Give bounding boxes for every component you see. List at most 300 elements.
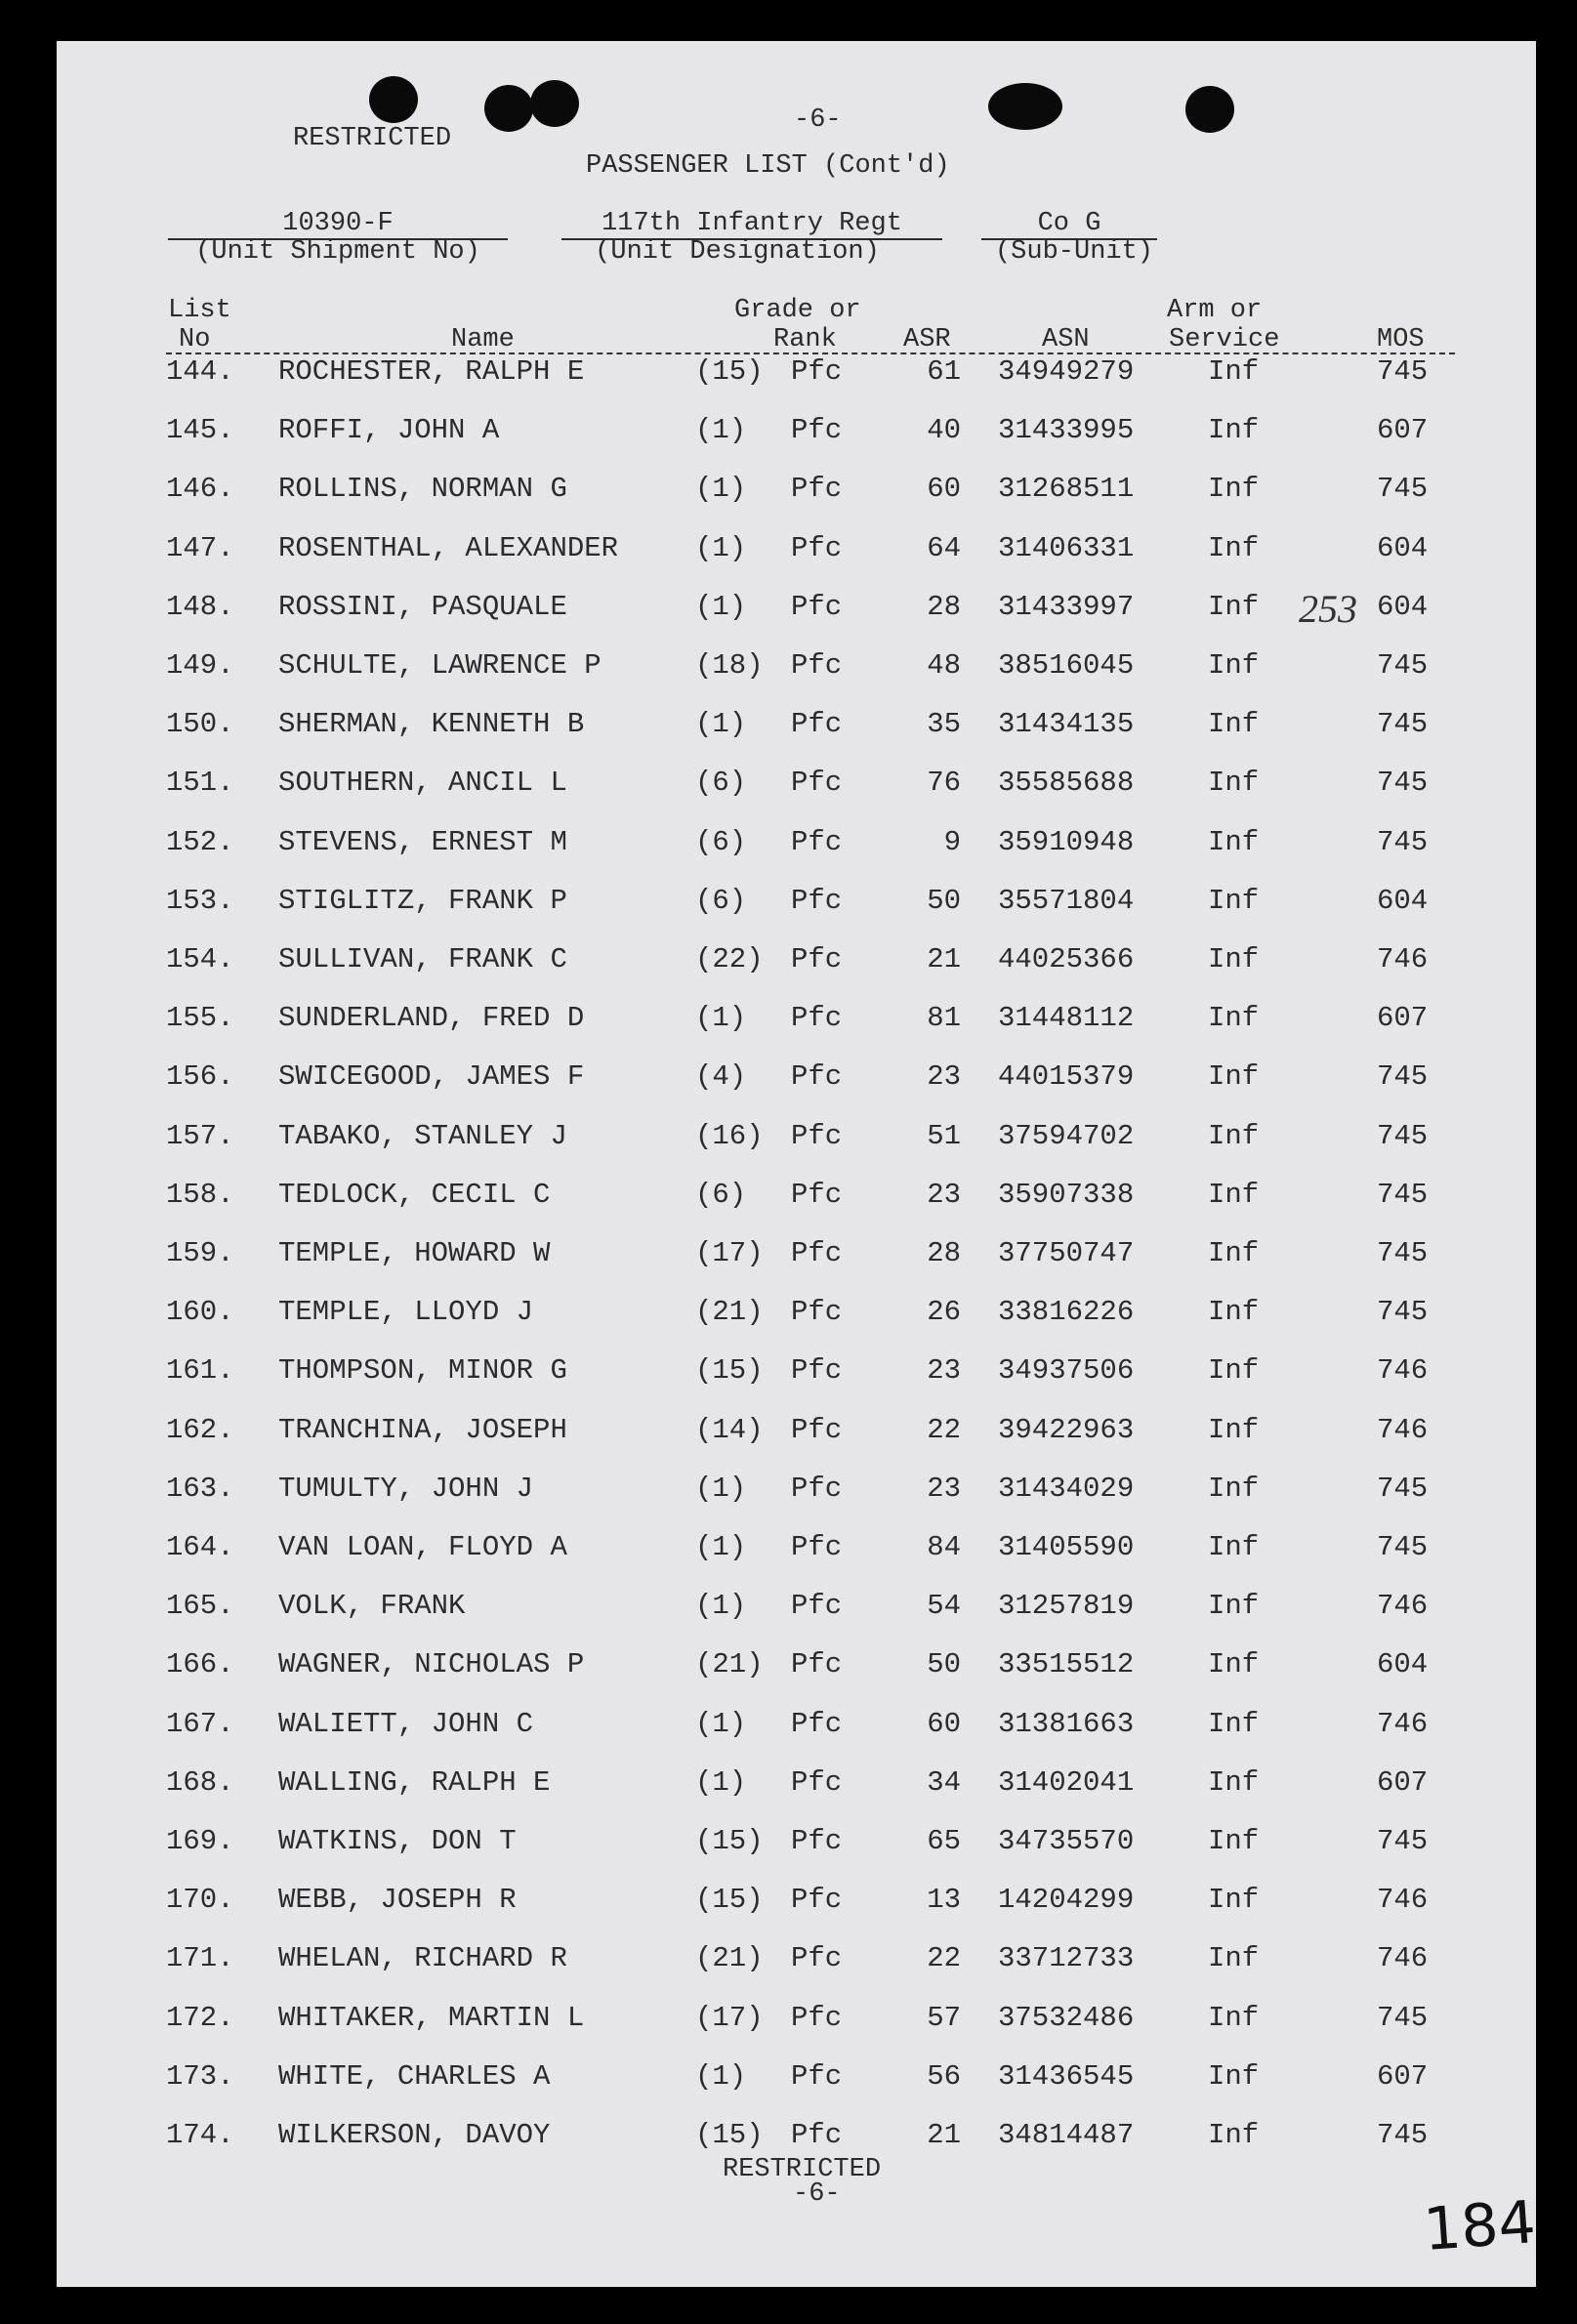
cell-no: 153. <box>166 884 234 917</box>
cell-grade: (1) <box>695 1531 747 1563</box>
cell-name: SHERMAN, KENNETH B <box>278 708 585 741</box>
cell-mos: 745 <box>1377 1178 1429 1211</box>
footer-page: -6- <box>793 2179 841 2209</box>
cell-asn: 31433995 <box>998 414 1135 447</box>
cell-grade: (14) <box>695 1413 764 1446</box>
cell-rank: Pfc <box>791 767 843 800</box>
table-row <box>0 2060 1577 2099</box>
cell-no: 174. <box>166 2119 234 2151</box>
cell-asn: 31434029 <box>998 1472 1135 1505</box>
table-row <box>0 1060 1577 1100</box>
unit-designation: 117th Infantry Regt <box>561 209 942 240</box>
cell-grade: (1) <box>695 2059 747 2093</box>
cell-asn: 31268511 <box>998 473 1135 506</box>
cell-asn: 31434135 <box>998 708 1135 741</box>
cell-arm: Inf <box>1208 1648 1260 1681</box>
punch-hole-3 <box>530 80 579 127</box>
cell-asn: 31448112 <box>998 1002 1135 1035</box>
table-row <box>0 1884 1577 1923</box>
punch-hole-1 <box>369 76 418 123</box>
table-row <box>0 649 1577 688</box>
cell-grade: (1) <box>695 531 747 564</box>
cell-mos: 746 <box>1377 1707 1429 1740</box>
cell-rank: Pfc <box>791 590 843 623</box>
cell-asr: 21 <box>927 943 961 975</box>
cell-arm: Inf <box>1208 1119 1260 1152</box>
cell-no: 146. <box>166 473 234 506</box>
cell-name: SCHULTE, LAWRENCE P <box>278 649 602 682</box>
cell-arm: Inf <box>1208 884 1260 917</box>
cell-rank: Pfc <box>791 1590 843 1623</box>
cell-no: 162. <box>166 1413 234 1446</box>
cell-asr: 48 <box>927 649 961 682</box>
cell-name: ROSENTHAL, ALEXANDER <box>278 531 619 564</box>
cell-grade: (1) <box>695 708 747 741</box>
cell-arm: Inf <box>1208 943 1260 975</box>
cell-arm: Inf <box>1208 1884 1260 1917</box>
table-row <box>0 1002 1577 1041</box>
cell-no: 164. <box>166 1531 234 1563</box>
cell-mos: 607 <box>1377 1002 1429 1035</box>
cell-mos: 745 <box>1377 473 1429 506</box>
cell-rank: Pfc <box>791 1942 843 1975</box>
cell-name: ROFFI, JOHN A <box>278 414 500 447</box>
cell-asr: 28 <box>927 1237 961 1269</box>
cell-asr: 57 <box>927 2001 961 2034</box>
cell-no: 150. <box>166 708 234 741</box>
cell-mos: 746 <box>1377 943 1429 975</box>
sub-unit: Co G <box>981 209 1157 240</box>
cell-name: SWICEGOOD, JAMES F <box>278 1060 585 1094</box>
cell-name: SOUTHERN, ANCIL L <box>278 767 567 800</box>
cell-mos: 746 <box>1377 1590 1429 1623</box>
cell-mos: 746 <box>1377 1884 1429 1917</box>
cell-asr: 50 <box>927 884 961 917</box>
cell-asr: 76 <box>927 767 961 800</box>
cell-arm: Inf <box>1208 1707 1260 1740</box>
cell-name: WHITAKER, MARTIN L <box>278 2001 585 2034</box>
cell-no: 159. <box>166 1237 234 1269</box>
shipment-number: 10390-F <box>168 209 508 240</box>
cell-asn: 35910948 <box>998 825 1135 858</box>
cell-asr: 23 <box>927 1354 961 1388</box>
cell-grade: (6) <box>695 1178 747 1211</box>
cell-asr: 23 <box>927 1472 961 1505</box>
cell-rank: Pfc <box>791 1765 843 1799</box>
cell-mos: 745 <box>1377 649 1429 682</box>
page-title: PASSENGER LIST (Cont'd) <box>586 151 950 181</box>
cell-rank: Pfc <box>791 355 843 388</box>
cell-asr: 22 <box>927 1942 961 1975</box>
cell-name: TEMPLE, HOWARD W <box>278 1237 551 1269</box>
cell-arm: Inf <box>1208 1825 1260 1857</box>
table-row <box>0 943 1577 982</box>
cell-asr: 81 <box>927 1002 961 1035</box>
cell-mos: 745 <box>1377 1531 1429 1563</box>
cell-grade: (4) <box>695 1060 747 1094</box>
cell-asr: 65 <box>927 1825 961 1857</box>
page-number: -6- <box>794 105 842 135</box>
cell-grade: (15) <box>695 1354 764 1388</box>
cell-arm: Inf <box>1208 1354 1260 1388</box>
cell-asr: 60 <box>927 1707 961 1740</box>
punch-hole-2 <box>484 85 533 132</box>
stamp-number: 253 <box>1299 587 1357 631</box>
cell-asn: 14204299 <box>998 1884 1135 1917</box>
cell-grade: (1) <box>695 414 747 447</box>
col-list-no-2: No <box>179 325 211 354</box>
cell-grade: (17) <box>695 2001 764 2034</box>
cell-asn: 34937506 <box>998 1354 1135 1388</box>
cell-asr: 13 <box>927 1884 961 1917</box>
col-list-no: List <box>168 296 231 325</box>
cell-no: 152. <box>166 825 234 858</box>
cell-rank: Pfc <box>791 1531 843 1563</box>
cell-rank: Pfc <box>791 1296 843 1329</box>
cell-rank: Pfc <box>791 1002 843 1035</box>
cell-asn: 33816226 <box>998 1296 1135 1329</box>
cell-mos: 604 <box>1377 1648 1429 1681</box>
cell-no: 172. <box>166 2001 234 2034</box>
cell-grade: (1) <box>695 473 747 506</box>
cell-asr: 50 <box>927 1648 961 1681</box>
table-row <box>0 2002 1577 2041</box>
cell-arm: Inf <box>1208 767 1260 800</box>
cell-asn: 34735570 <box>998 1825 1135 1857</box>
cell-mos: 604 <box>1377 590 1429 623</box>
cell-no: 160. <box>166 1296 234 1329</box>
table-row <box>0 414 1577 453</box>
cell-no: 165. <box>166 1590 234 1623</box>
cell-grade: (21) <box>695 1296 764 1329</box>
cell-no: 169. <box>166 1825 234 1857</box>
cell-no: 157. <box>166 1119 234 1152</box>
cell-grade: (1) <box>695 1472 747 1505</box>
cell-no: 163. <box>166 1472 234 1505</box>
table-row <box>0 1473 1577 1512</box>
cell-asn: 35907338 <box>998 1178 1135 1211</box>
col-asn: ASN <box>1042 325 1090 354</box>
cell-no: 170. <box>166 1884 234 1917</box>
cell-asr: 9 <box>943 825 961 858</box>
cell-grade: (6) <box>695 825 747 858</box>
cell-rank: Pfc <box>791 1178 843 1211</box>
cell-name: ROCHESTER, RALPH E <box>278 355 585 388</box>
cell-mos: 604 <box>1377 884 1429 917</box>
cell-rank: Pfc <box>791 1707 843 1740</box>
cell-asr: 84 <box>927 1531 961 1563</box>
table-row <box>0 1708 1577 1747</box>
cell-grade: (1) <box>695 590 747 623</box>
cell-arm: Inf <box>1208 825 1260 858</box>
cell-arm: Inf <box>1208 473 1260 506</box>
cell-name: WHELAN, RICHARD R <box>278 1942 567 1975</box>
cell-arm: Inf <box>1208 414 1260 447</box>
cell-rank: Pfc <box>791 1648 843 1681</box>
cell-mos: 607 <box>1377 414 1429 447</box>
cell-rank: Pfc <box>791 943 843 975</box>
table-row <box>0 2119 1577 2158</box>
cell-arm: Inf <box>1208 649 1260 682</box>
cell-mos: 745 <box>1377 1825 1429 1857</box>
cell-grade: (1) <box>695 1707 747 1740</box>
cell-arm: Inf <box>1208 1765 1260 1799</box>
cell-asr: 26 <box>927 1296 961 1329</box>
cell-asn: 37594702 <box>998 1119 1135 1152</box>
cell-arm: Inf <box>1208 1178 1260 1211</box>
table-row <box>0 1354 1577 1393</box>
shipment-label: (Unit Shipment No) <box>195 237 480 267</box>
cell-name: TRANCHINA, JOSEPH <box>278 1413 567 1446</box>
cell-name: WATKINS, DON T <box>278 1825 517 1857</box>
cell-mos: 604 <box>1377 531 1429 564</box>
cell-asr: 23 <box>927 1060 961 1094</box>
table-row <box>0 1942 1577 1981</box>
cell-grade: (22) <box>695 943 764 975</box>
cell-rank: Pfc <box>791 414 843 447</box>
cell-name: WILKERSON, DAVOY <box>278 2119 551 2151</box>
sub-unit-label: (Sub-Unit) <box>994 237 1154 267</box>
cell-asn: 31405590 <box>998 1531 1135 1563</box>
cell-arm: Inf <box>1208 1531 1260 1563</box>
cell-grade: (15) <box>695 355 764 388</box>
cell-rank: Pfc <box>791 1060 843 1094</box>
cell-name: VOLK, FRANK <box>278 1590 466 1623</box>
cell-no: 145. <box>166 414 234 447</box>
cell-asn: 39422963 <box>998 1413 1135 1446</box>
table-row <box>0 1414 1577 1453</box>
cell-arm: Inf <box>1208 1942 1260 1975</box>
cell-asr: 61 <box>927 355 961 388</box>
cell-grade: (16) <box>695 1119 764 1152</box>
col-mos: MOS <box>1377 325 1425 354</box>
table-row <box>0 767 1577 806</box>
cell-no: 151. <box>166 767 234 800</box>
cell-mos: 746 <box>1377 1413 1429 1446</box>
cell-asr: 23 <box>927 1178 961 1211</box>
cell-rank: Pfc <box>791 1825 843 1857</box>
cell-rank: Pfc <box>791 1354 843 1388</box>
cell-mos: 745 <box>1377 1296 1429 1329</box>
col-arm: Arm or <box>1167 296 1263 325</box>
cell-rank: Pfc <box>791 649 843 682</box>
table-row <box>0 1825 1577 1864</box>
cell-no: 168. <box>166 1765 234 1799</box>
cell-rank: Pfc <box>791 825 843 858</box>
cell-no: 161. <box>166 1354 234 1388</box>
cell-name: TABAKO, STANLEY J <box>278 1119 567 1152</box>
table-row <box>0 1590 1577 1629</box>
cell-grade: (1) <box>695 1765 747 1799</box>
cell-asn: 31257819 <box>998 1590 1135 1623</box>
cell-grade: (15) <box>695 1884 764 1917</box>
cell-asn: 31406331 <box>998 531 1135 564</box>
cell-name: VAN LOAN, FLOYD A <box>278 1531 567 1563</box>
cell-grade: (15) <box>695 2119 764 2151</box>
cell-arm: Inf <box>1208 708 1260 741</box>
cell-arm: Inf <box>1208 2119 1260 2151</box>
cell-mos: 745 <box>1377 2001 1429 2034</box>
restricted-label: RESTRICTED <box>293 124 452 153</box>
cell-no: 166. <box>166 1648 234 1681</box>
cell-no: 155. <box>166 1002 234 1035</box>
table-row <box>0 1179 1577 1218</box>
cell-grade: (21) <box>695 1942 764 1975</box>
table-row <box>0 1531 1577 1570</box>
cell-mos: 745 <box>1377 355 1429 388</box>
cell-asn: 37532486 <box>998 2001 1135 2034</box>
cell-name: WAGNER, NICHOLAS P <box>278 1648 585 1681</box>
cell-asr: 60 <box>927 473 961 506</box>
cell-asn: 35585688 <box>998 767 1135 800</box>
cell-asn: 33515512 <box>998 1648 1135 1681</box>
cell-asr: 22 <box>927 1413 961 1446</box>
cell-name: TEMPLE, LLOYD J <box>278 1296 534 1329</box>
table-row <box>0 532 1577 571</box>
cell-asn: 33712733 <box>998 1942 1135 1975</box>
cell-rank: Pfc <box>791 1237 843 1269</box>
cell-rank: Pfc <box>791 1413 843 1446</box>
table-row <box>0 1766 1577 1805</box>
col-service: Service <box>1169 325 1280 354</box>
cell-asn: 37750747 <box>998 1237 1135 1269</box>
cell-no: 148. <box>166 590 234 623</box>
cell-mos: 745 <box>1377 1237 1429 1269</box>
cell-arm: Inf <box>1208 1590 1260 1623</box>
cell-asn: 34814487 <box>998 2119 1135 2151</box>
cell-grade: (1) <box>695 1002 747 1035</box>
cell-mos: 745 <box>1377 1119 1429 1152</box>
cell-no: 171. <box>166 1942 234 1975</box>
cell-no: 173. <box>166 2059 234 2093</box>
cell-name: WALLING, RALPH E <box>278 1765 551 1799</box>
cell-grade: (1) <box>695 1590 747 1623</box>
cell-arm: Inf <box>1208 1237 1260 1269</box>
cell-asn: 44025366 <box>998 943 1135 975</box>
cell-mos: 607 <box>1377 2059 1429 2093</box>
cell-asn: 34949279 <box>998 355 1135 388</box>
cell-name: STEVENS, ERNEST M <box>278 825 567 858</box>
cell-mos: 745 <box>1377 825 1429 858</box>
cell-grade: (17) <box>695 1237 764 1269</box>
cell-rank: Pfc <box>791 2001 843 2034</box>
cell-asr: 34 <box>927 1765 961 1799</box>
cell-asr: 21 <box>927 2119 961 2151</box>
cell-name: ROSSINI, PASQUALE <box>278 590 567 623</box>
table-row <box>0 1648 1577 1687</box>
cell-arm: Inf <box>1208 590 1260 623</box>
cell-no: 154. <box>166 943 234 975</box>
cell-asn: 31381663 <box>998 1707 1135 1740</box>
cell-no: 149. <box>166 649 234 682</box>
col-name: Name <box>451 325 515 354</box>
cell-rank: Pfc <box>791 1472 843 1505</box>
cell-mos: 745 <box>1377 1472 1429 1505</box>
cell-name: WEBB, JOSEPH R <box>278 1884 517 1917</box>
cell-arm: Inf <box>1208 355 1260 388</box>
cell-asn: 31433997 <box>998 590 1135 623</box>
designation-label: (Unit Designation) <box>595 237 880 267</box>
table-row <box>0 1296 1577 1335</box>
col-grade: Grade or <box>734 296 861 325</box>
cell-arm: Inf <box>1208 1296 1260 1329</box>
handwritten-page-number: 184 <box>1421 2188 1538 2264</box>
cell-name: TUMULTY, JOHN J <box>278 1472 534 1505</box>
cell-no: 156. <box>166 1060 234 1094</box>
cell-arm: Inf <box>1208 531 1260 564</box>
cell-mos: 746 <box>1377 1942 1429 1975</box>
cell-name: ROLLINS, NORMAN G <box>278 473 567 506</box>
cell-name: STIGLITZ, FRANK P <box>278 884 567 917</box>
cell-arm: Inf <box>1208 1472 1260 1505</box>
cell-grade: (18) <box>695 649 764 682</box>
cell-no: 167. <box>166 1707 234 1740</box>
table-row <box>0 1120 1577 1159</box>
col-rank: Rank <box>773 325 837 354</box>
cell-mos: 745 <box>1377 708 1429 741</box>
table-row <box>0 708 1577 747</box>
punch-hole-5 <box>1185 86 1234 133</box>
cell-arm: Inf <box>1208 1413 1260 1446</box>
cell-no: 144. <box>166 355 234 388</box>
cell-rank: Pfc <box>791 2119 843 2151</box>
cell-name: SULLIVAN, FRANK C <box>278 943 567 975</box>
table-row <box>0 1237 1577 1276</box>
cell-name: SUNDERLAND, FRED D <box>278 1002 585 1035</box>
cell-mos: 745 <box>1377 2119 1429 2151</box>
table-row <box>0 885 1577 924</box>
cell-asr: 40 <box>927 414 961 447</box>
cell-no: 147. <box>166 531 234 564</box>
cell-asr: 64 <box>927 531 961 564</box>
cell-asr: 51 <box>927 1119 961 1152</box>
cell-grade: (6) <box>695 884 747 917</box>
cell-mos: 607 <box>1377 1765 1429 1799</box>
cell-rank: Pfc <box>791 2059 843 2093</box>
cell-mos: 745 <box>1377 1060 1429 1094</box>
cell-mos: 746 <box>1377 1354 1429 1388</box>
cell-arm: Inf <box>1208 2059 1260 2093</box>
cell-asr: 35 <box>927 708 961 741</box>
cell-rank: Pfc <box>791 473 843 506</box>
header-rule <box>166 353 1455 354</box>
cell-rank: Pfc <box>791 884 843 917</box>
cell-asn: 35571804 <box>998 884 1135 917</box>
cell-asr: 28 <box>927 590 961 623</box>
punch-hole-4 <box>988 83 1062 130</box>
cell-name: THOMPSON, MINOR G <box>278 1354 567 1388</box>
cell-arm: Inf <box>1208 1060 1260 1094</box>
cell-name: TEDLOCK, CECIL C <box>278 1178 551 1211</box>
table-row <box>0 355 1577 394</box>
cell-no: 158. <box>166 1178 234 1211</box>
cell-asr: 56 <box>927 2059 961 2093</box>
cell-rank: Pfc <box>791 1884 843 1917</box>
cell-grade: (6) <box>695 767 747 800</box>
cell-arm: Inf <box>1208 2001 1260 2034</box>
col-asr: ASR <box>903 325 951 354</box>
cell-asn: 38516045 <box>998 649 1135 682</box>
cell-name: WHITE, CHARLES A <box>278 2059 551 2093</box>
cell-rank: Pfc <box>791 531 843 564</box>
cell-asn: 31436545 <box>998 2059 1135 2093</box>
cell-mos: 745 <box>1377 767 1429 800</box>
cell-asr: 54 <box>927 1590 961 1623</box>
table-row <box>0 826 1577 865</box>
cell-grade: (15) <box>695 1825 764 1857</box>
table-row <box>0 473 1577 512</box>
cell-asn: 44015379 <box>998 1060 1135 1094</box>
